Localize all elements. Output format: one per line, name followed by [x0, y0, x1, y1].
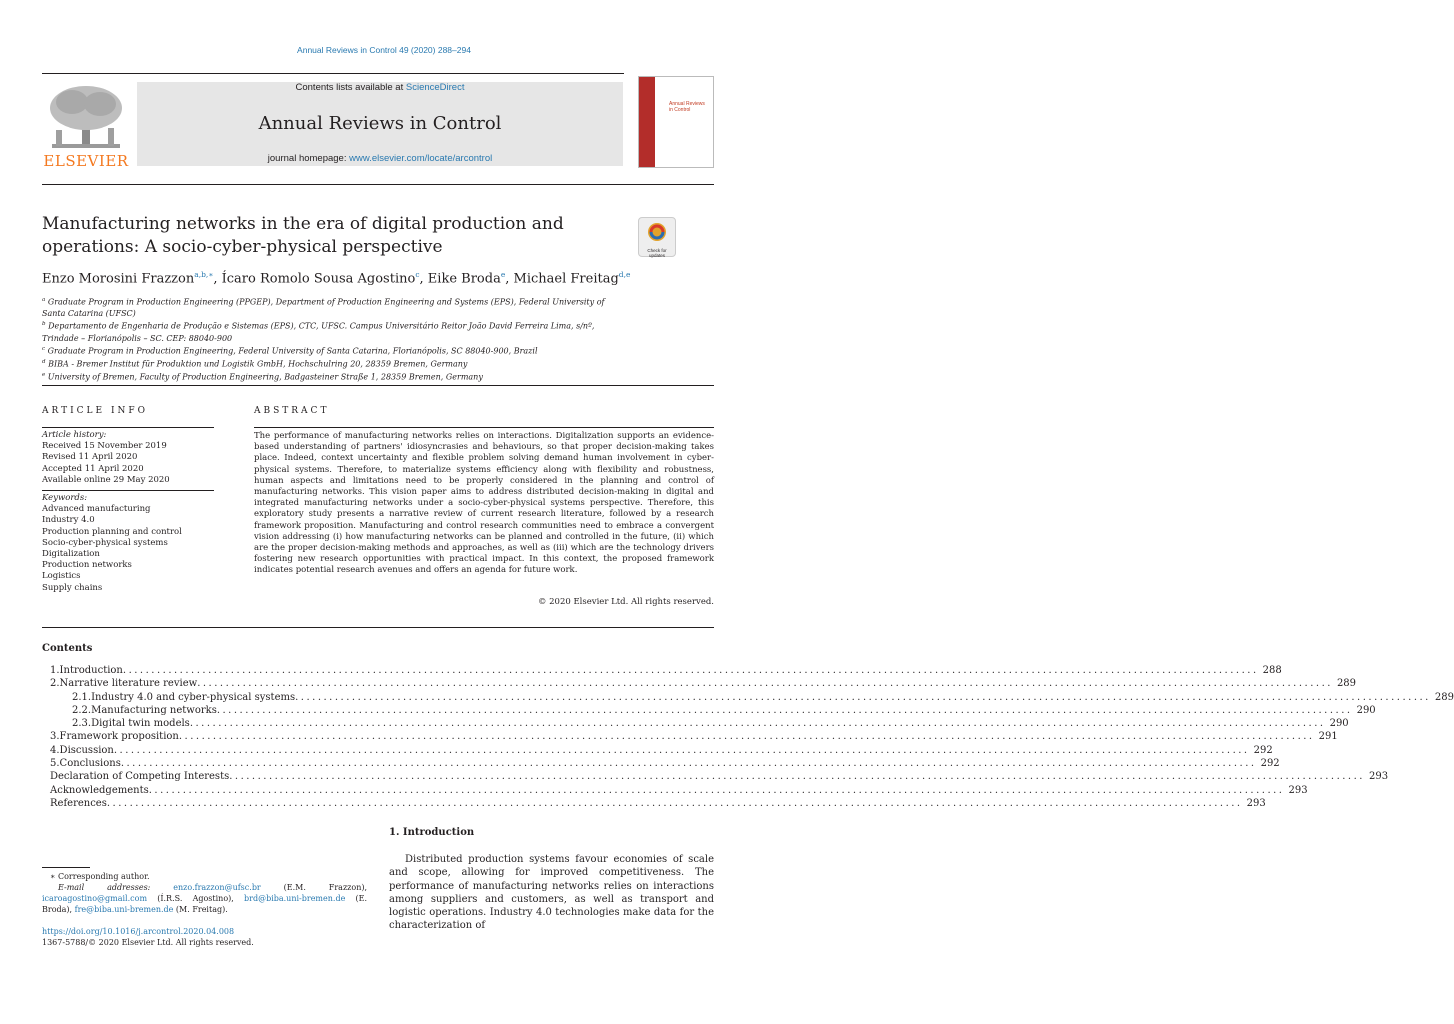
email-link[interactable]: fre@biba.uni-bremen.de: [74, 905, 174, 914]
toc-page[interactable]: 290: [1329, 718, 1349, 730]
header-rule: [42, 184, 714, 185]
affiliation-mark: a: [42, 297, 46, 303]
toc-leader-dots: ........................................................................................................................................................................................................: [189, 718, 1326, 730]
toc-number: 5.: [50, 758, 60, 770]
toc-number: 1.: [50, 665, 60, 676]
author-separator: ,: [213, 271, 222, 287]
footnote-rule: [42, 867, 90, 868]
history-item: Available online 29 May 2020: [42, 474, 170, 485]
check-updates-icon: [639, 218, 675, 244]
toc-page[interactable]: 293: [1368, 771, 1389, 783]
check-for-updates-badge[interactable]: [638, 217, 676, 257]
toc-leader-dots: ........................................................................................................................................................................................................: [122, 665, 1259, 676]
contents-heading: Contents: [42, 643, 93, 654]
journal-homepage-line: [137, 153, 623, 164]
affiliation: [42, 357, 622, 370]
affiliation-text: University of Bremen, Faculty of Production Engineering, Badgasteiner Straße 1, 28359 Bremen, Germany: [45, 372, 483, 382]
toc-label[interactable]: Digital twin models: [91, 718, 190, 730]
article-title: Manufacturing networks in the era of digital production and operations: A socio-cyber-physical perspective: [42, 214, 564, 257]
article-info-heading: ARTICLE INFO: [42, 406, 149, 416]
toc-label[interactable]: Narrative literature review: [59, 678, 198, 690]
author-separator: ,: [419, 271, 428, 287]
introduction-paragraph: Distributed production systems favour economies of scale and scope, allowing for improved competitiveness. The performance of manufacturing networks relies on interactions among suppliers and customers, as well as transport and logistic operations. Industry 4.0 technologies make data for the characterization of: [389, 854, 714, 932]
keywords-rule: [42, 490, 214, 491]
keyword: Socio-cyber-physical systems: [42, 537, 168, 548]
toc-page[interactable]: 288: [1262, 665, 1282, 676]
affiliation: [42, 370, 622, 383]
affiliation: [42, 295, 622, 319]
toc-number: 2.: [50, 678, 60, 690]
top-rule: [42, 73, 624, 74]
keyword: Logistics: [42, 571, 81, 582]
toc-row[interactable]: [42, 691, 1454, 704]
affiliation-text: Departamento de Engenharia de Produção e Sistemas (EPS), CTC, UFSC. Campus Universitário Reitor João David Ferreira Lima, s/nº, Trindade – Florianópolis – SC. CEP: 88040-900: [42, 322, 595, 343]
homepage-link[interactable]: www.elsevier.com/locate/arcontrol: [349, 153, 493, 164]
keywords-label: Keywords:: [42, 493, 88, 503]
toc-row[interactable]: [42, 664, 1282, 677]
toc-row[interactable]: [42, 730, 1338, 743]
email-owner: (E.M. Frazzon),: [260, 883, 368, 892]
elsevier-wordmark: ELSEVIER: [43, 152, 129, 170]
doi-link[interactable]: https://doi.org/10.1016/j.arcontrol.2020.04.008: [42, 927, 235, 936]
author-affiliation-marks[interactable]: c: [415, 270, 420, 279]
toc-leader-dots: ........................................................................................................................................................................................................: [229, 771, 1365, 783]
toc-label[interactable]: Manufacturing networks: [91, 704, 217, 716]
email-link[interactable]: icaroagostino@gmail.com: [42, 894, 148, 903]
toc-label[interactable]: Conclusions: [59, 758, 121, 770]
toc-leader-dots: ........................................................................................................................................................................................................: [113, 744, 1250, 756]
affiliation-mark: b: [42, 321, 46, 328]
keywords-list: [42, 493, 214, 594]
article-history: [42, 430, 214, 486]
introduction-heading: 1. Introduction: [389, 827, 475, 838]
affiliation-mark: d: [42, 359, 46, 365]
toc-number: 2.3.: [72, 718, 92, 730]
toc-leader-dots: ........................................................................................................................................................................................................: [197, 678, 1333, 690]
author-name: Eike Broda: [427, 271, 501, 287]
toc-page[interactable]: 292: [1260, 758, 1280, 770]
contents-rule: [42, 627, 714, 628]
affiliation-text: Graduate Program in Production Engineering, Federal University of Santa Catarina, Florianópolis, SC 88040-900, Brazil: [45, 346, 538, 356]
toc-label[interactable]: Industry 4.0 and cyber-physical systems: [91, 691, 296, 703]
toc-label[interactable]: Introduction: [59, 665, 123, 676]
abstract-rule: [254, 427, 714, 428]
table-of-contents: [42, 664, 1454, 810]
affiliation-text: BIBA - Bremer Institut für Produktion und Logistik GmbH, Hochschulring 20, 28359 Bremen, Germany: [45, 359, 468, 369]
corresponding-author-note: ∗ Corresponding author.: [50, 872, 150, 881]
email-label: E-mail addresses:: [58, 883, 151, 892]
toc-row[interactable]: [42, 744, 1273, 757]
check-updates-label: Check for updates: [647, 248, 667, 258]
email-link[interactable]: brd@biba.uni-bremen.de: [244, 894, 346, 903]
author-affiliation-marks[interactable]: d,e: [618, 270, 631, 279]
toc-number: 2.1.: [72, 691, 92, 703]
email-addresses: [42, 882, 367, 915]
sciencedirect-link[interactable]: ScienceDirect: [405, 82, 465, 93]
email-owner: (E. Broda),: [42, 894, 368, 914]
toc-number: 4.: [50, 744, 60, 756]
history-item: Accepted 11 April 2020: [42, 463, 144, 474]
affiliation-mark: c: [42, 345, 46, 352]
toc-page[interactable]: 290: [1356, 704, 1376, 716]
email-link[interactable]: enzo.frazzon@ufsc.br: [173, 883, 261, 892]
toc-leader-dots: ........................................................................................................................................................................................................: [178, 731, 1315, 743]
keyword: Production planning and control: [42, 526, 182, 537]
keyword: Industry 4.0: [42, 515, 95, 526]
toc-label[interactable]: Discussion: [59, 744, 114, 756]
toc-row[interactable]: [42, 677, 1357, 690]
email-owner: (Í.R.S. Agostino),: [147, 894, 244, 903]
toc-number: 2.2.: [72, 704, 92, 716]
issn-line: 1367-5788/© 2020 Elsevier Ltd. All rights reserved.: [42, 938, 254, 947]
author-name: Enzo Morosini Frazzon: [42, 271, 195, 287]
contents-available-text: Contents lists available at: [295, 82, 406, 93]
abstract-text: The performance of manufacturing networks relies on interactions. Digitalization supports an evidence-based understanding of partners' idiosyncrasies and behaviours, so that proper decision-making takes place. Indeed, context uncertainty and flexible problem solving demand human involvement in cyber-physical systems. Therefore, to materialize systems efficiency along with flexibility and robustness, human aspects and limitations need to be properly considered in the planning and control of manufacturing networks. This vision paper aims to address distributed decision-making in digital and integrated manufacturing networks under a socio-cyber-physical systems perspective. Therefore, this exploratory study presents a narrative review of current research literature, followed by a research framework proposition. Manufacturing and control research communities need to embrace a convergent vision addressing (i) how manufacturing networks can be planned and controlled in the future, (ii) which are the proper decision-making methods and approaches, as well as (iii) which are the technology drivers fostering new research opportunities with practical impact. In this context, the proposed framework indicates potential research avenues and offers an agenda for future work.: [254, 431, 714, 576]
doi-block: [42, 926, 254, 948]
journal-reference[interactable]: Annual Reviews in Control 49 (2020) 288–294: [297, 45, 471, 55]
toc-row[interactable]: [42, 704, 1376, 717]
toc-label[interactable]: Declaration of Competing Interests: [50, 771, 230, 783]
keyword: Advanced manufacturing: [42, 504, 151, 515]
affiliations: [42, 295, 622, 383]
cover-strip: [639, 77, 655, 167]
section-rule: [42, 385, 714, 386]
keyword: Digitalization: [42, 549, 100, 560]
toc-leader-dots: ........................................................................................................................................................................................................: [148, 784, 1285, 796]
journal-cover-thumbnail[interactable]: [638, 76, 714, 168]
keyword: Production networks: [42, 560, 132, 571]
toc-page[interactable]: 291: [1318, 731, 1338, 743]
article-info-rule: [42, 427, 214, 428]
email-owner: (M. Freitag).: [173, 905, 228, 914]
toc-page[interactable]: 289: [1336, 678, 1357, 690]
author-name: Michael Freitag: [513, 271, 619, 287]
affiliation: [42, 319, 622, 343]
author-affiliation-marks[interactable]: a,b,∗: [194, 270, 214, 279]
cover-title: Annual Reviews in Control: [669, 101, 705, 113]
toc-label[interactable]: Acknowledgements: [50, 784, 149, 796]
toc-row[interactable]: [42, 770, 1389, 783]
keyword: Supply chains: [42, 582, 103, 593]
toc-leader-dots: ........................................................................................................................................................................................................: [106, 797, 1243, 809]
author-affiliation-marks[interactable]: e: [500, 270, 506, 279]
toc-row[interactable]: [42, 757, 1280, 770]
abstract-heading: ABSTRACT: [254, 406, 330, 416]
journal-title: Annual Reviews in Control: [258, 113, 502, 134]
toc-label[interactable]: Framework proposition: [59, 731, 179, 743]
author-name: Ícaro Romolo Sousa Agostino: [221, 271, 416, 287]
toc-leader-dots: ........................................................................................................................................................................................................: [295, 691, 1431, 703]
history-label: Article history:: [42, 430, 107, 440]
affiliation-mark: e: [42, 372, 46, 379]
affiliation: [42, 344, 622, 357]
toc-page[interactable]: 293: [1246, 797, 1266, 809]
toc-label[interactable]: References: [50, 797, 107, 809]
toc-row[interactable]: [42, 797, 1266, 810]
toc-page[interactable]: 292: [1253, 744, 1273, 756]
toc-leader-dots: ........................................................................................................................................................................................................: [216, 704, 1353, 716]
history-item: Received 15 November 2019: [42, 441, 167, 452]
homepage-label: journal homepage:: [267, 153, 350, 164]
toc-page[interactable]: 293: [1288, 784, 1308, 796]
toc-leader-dots: ........................................................................................................................................................................................................: [120, 758, 1257, 770]
contents-available-line: [137, 82, 623, 93]
toc-number: 3.: [50, 731, 60, 743]
author-list: [42, 270, 630, 286]
history-item: Revised 11 April 2020: [42, 452, 138, 463]
affiliation-text: Graduate Program in Production Engineering (PPGEP), Department of Production Engineering and Systems (EPS), Federal University of Santa Catarina (UFSC): [42, 297, 605, 319]
footnote: [42, 871, 367, 915]
author-separator: ,: [505, 271, 514, 287]
toc-page[interactable]: 289: [1434, 691, 1454, 703]
toc-row[interactable]: [42, 784, 1308, 797]
abstract-copyright: © 2020 Elsevier Ltd. All rights reserved.: [537, 597, 714, 607]
toc-row[interactable]: [42, 717, 1349, 730]
